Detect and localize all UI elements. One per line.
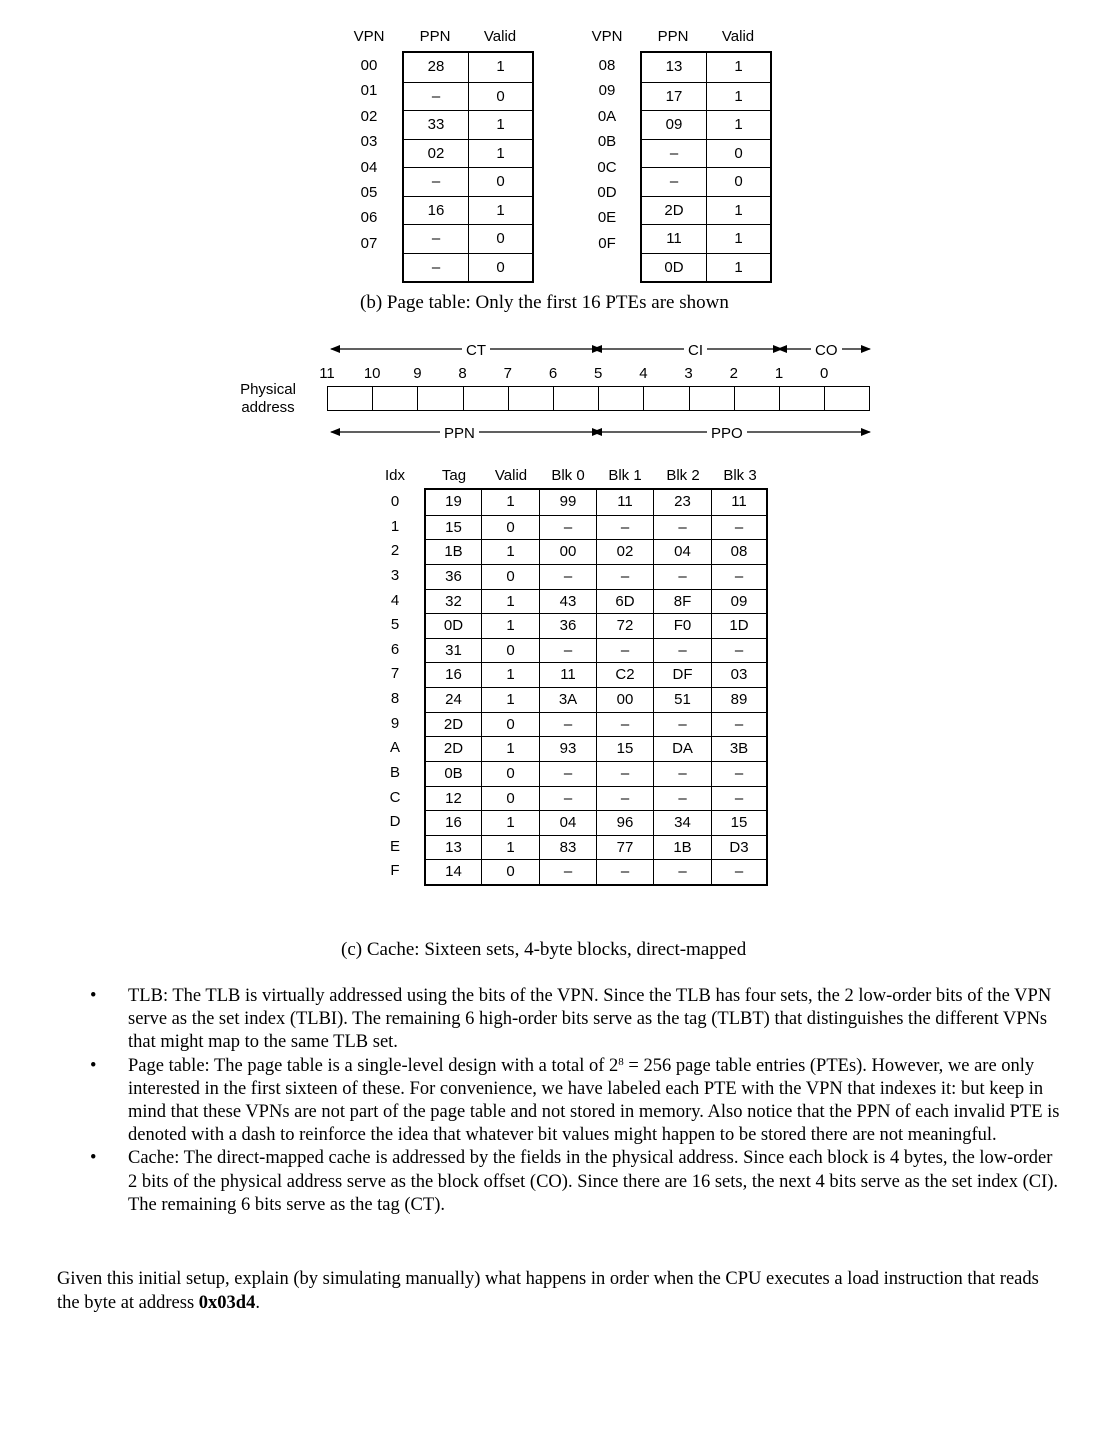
pte-ppn: – xyxy=(642,168,707,197)
bullet-marker: • xyxy=(90,1148,97,1169)
ct-label: CT xyxy=(462,342,490,359)
pte-vpn: 06 xyxy=(360,209,378,227)
cache-cell: 1 xyxy=(482,811,540,836)
cache-cell: – xyxy=(540,787,597,812)
cache-cell: – xyxy=(734,567,744,585)
pte-ppn: 0D xyxy=(642,254,707,283)
pte-ppn: 09 xyxy=(642,111,707,140)
cache-cell: 3B xyxy=(729,740,749,758)
address-bit-cell xyxy=(824,386,870,411)
cache-index: E xyxy=(389,837,400,855)
tlb-bullet xyxy=(90,985,1065,1055)
pte-valid: 0 xyxy=(496,173,505,190)
pte-vpn: 01 xyxy=(360,82,378,100)
cache-cell: – xyxy=(597,639,654,664)
cache-cell: 13 xyxy=(426,836,482,861)
co-label: CO xyxy=(811,342,842,359)
bit-number: 2 xyxy=(729,365,738,382)
cache-cell: – xyxy=(654,713,712,738)
cache-index: 9 xyxy=(390,714,400,732)
pte-ppn: 33 xyxy=(404,111,469,140)
cache-cell: 0 xyxy=(482,516,540,541)
pte-valid: 1 xyxy=(734,58,743,75)
pte-valid: 1 xyxy=(496,58,505,75)
cache-row xyxy=(426,662,766,688)
page-table-text-pre: Page table: The page table is a single-level design with a total of 2 xyxy=(128,1055,619,1076)
cache-cell: – xyxy=(540,516,597,541)
cache-cell: 23 xyxy=(654,490,712,515)
cache-cell: – xyxy=(540,860,597,885)
cache-cell: 0 xyxy=(482,787,540,812)
cache-cell: 34 xyxy=(654,811,712,836)
cache-index: 8 xyxy=(390,690,400,707)
cache-cell: – xyxy=(597,787,654,812)
ppn-header: PPN xyxy=(419,28,451,45)
cache-cell: 0B xyxy=(426,762,482,787)
address-bit-cell xyxy=(327,386,373,411)
cache-cell: 02 xyxy=(597,540,654,565)
cache-header: Blk 3 xyxy=(723,467,757,484)
cache-cell: 11 xyxy=(597,490,654,515)
cache-cell: 15 xyxy=(426,516,482,541)
pte-vpn: 03 xyxy=(360,133,378,151)
cache-cell: D3 xyxy=(729,838,749,856)
cache-text: Cache: The direct-mapped cache is addressed by the fields in the physical address. Since each block is 4 bytes, the low-order 2 bits of the physical address serve as the block offset (CO). Since there are 16 sets, the next 4 bits serve as the set index (CI). The remaining 6 bits serve as the tag (CT). xyxy=(128,1148,1059,1215)
cache-index: C xyxy=(389,788,401,806)
cache-cell: 2D xyxy=(426,713,482,738)
pte-valid: 1 xyxy=(496,144,505,162)
cache-index: 6 xyxy=(390,640,400,658)
cache-cell: 1 xyxy=(482,590,540,615)
valid-header: Valid xyxy=(483,28,517,45)
pte-vpn: 07 xyxy=(360,234,378,252)
cache-header: Valid xyxy=(494,467,528,484)
explanation-list xyxy=(90,985,1065,1217)
cache-cell: 1D xyxy=(729,617,749,635)
cache-row xyxy=(426,638,766,664)
bit-number: 7 xyxy=(503,365,512,382)
ppn-header: PPN xyxy=(657,28,689,45)
pte-ppn: – xyxy=(404,83,469,112)
cache-cell: – xyxy=(734,715,744,733)
cache-row xyxy=(426,761,766,787)
pte-valid: 1 xyxy=(734,230,743,247)
bullet-marker: • xyxy=(90,986,97,1006)
cache-cell: – xyxy=(654,639,712,664)
pte-valid: 1 xyxy=(734,258,743,276)
pte-valid: 0 xyxy=(496,230,505,247)
cache-cell: 1 xyxy=(482,540,540,565)
address-bit-cell xyxy=(463,386,509,411)
question-address: 0x03d4 xyxy=(198,1292,256,1313)
cache-row xyxy=(426,589,766,615)
pte-ppn: 16 xyxy=(404,197,469,226)
cache-cell: – xyxy=(540,565,597,590)
address-bit-cell xyxy=(598,386,644,411)
address-bit-cell xyxy=(734,386,780,411)
cache-header: Blk 2 xyxy=(666,467,700,484)
cache-cell: 1 xyxy=(482,737,540,762)
pte-vpn: 02 xyxy=(360,107,378,125)
physical-address-label: Physical address xyxy=(240,381,296,416)
cache-cell: – xyxy=(734,641,744,659)
cache-cell: – xyxy=(734,789,744,807)
pte-vpn: 0D xyxy=(597,184,617,201)
pte-ppn: 11 xyxy=(642,225,707,254)
bit-number: 5 xyxy=(594,365,603,382)
cache-index: 1 xyxy=(390,517,400,535)
cache-cell: – xyxy=(654,762,712,787)
pte-vpn: 08 xyxy=(598,57,616,74)
cache-cell: 83 xyxy=(540,836,597,861)
pte-ppn: 2D xyxy=(642,197,707,226)
valid-header: Valid xyxy=(721,28,755,45)
cache-cell: 12 xyxy=(426,787,482,812)
pte-valid: 0 xyxy=(496,258,505,276)
cache-cell: 08 xyxy=(730,543,748,561)
page-table-caption: (b) Page table: Only the first 16 PTEs are shown xyxy=(360,292,729,313)
cache-cell: 36 xyxy=(426,565,482,590)
cache-cell: – xyxy=(734,863,744,881)
ppn-label: PPN xyxy=(440,425,479,442)
cache-cell: 0 xyxy=(482,565,540,590)
pte-ppn: – xyxy=(404,254,469,283)
cache-cell: 1B xyxy=(426,540,482,565)
pte-vpn: 0A xyxy=(597,107,617,125)
cache-cell: – xyxy=(654,787,712,812)
cache-cell: 0 xyxy=(482,639,540,664)
cache-row xyxy=(426,490,766,515)
cache-cell: 14 xyxy=(426,860,482,885)
cache-row xyxy=(426,613,766,639)
cache-cell: 2D xyxy=(426,737,482,762)
cache-grid xyxy=(424,488,768,886)
cache-cell: 99 xyxy=(540,490,597,515)
cache-row xyxy=(426,539,766,565)
bullet-marker: • xyxy=(90,1055,97,1076)
cache-cell: 1B xyxy=(654,836,712,861)
cache-cell: 0 xyxy=(482,713,540,738)
cache-row xyxy=(426,564,766,590)
bit-number: 9 xyxy=(413,365,422,382)
question-end: . xyxy=(255,1292,260,1313)
cache-cell: – xyxy=(540,762,597,787)
cache-cell: – xyxy=(654,860,712,885)
cache-index: A xyxy=(389,739,400,757)
cache-cell: 15 xyxy=(730,814,748,832)
cache-header: Blk 1 xyxy=(608,467,642,484)
bit-number: 8 xyxy=(458,365,467,382)
cache-cell: 1 xyxy=(482,614,540,639)
cache-cell: – xyxy=(734,518,744,536)
cache-cell: – xyxy=(597,762,654,787)
cache-cell: F0 xyxy=(654,614,712,639)
address-bit-cell xyxy=(689,386,735,411)
cache-cell: 32 xyxy=(426,590,482,615)
pte-vpn: 0B xyxy=(597,133,617,151)
cache-cell: 15 xyxy=(597,737,654,762)
cache-cell: 1 xyxy=(482,663,540,688)
question-text: Given this initial setup, explain (by simulating manually) what happens in order when the CPU executes a load instruction that reads the byte at address xyxy=(57,1269,1039,1313)
cache-cell: 0 xyxy=(482,860,540,885)
pte-vpn: 05 xyxy=(360,184,378,201)
cache-cell: 77 xyxy=(597,836,654,861)
question-paragraph xyxy=(57,1268,1057,1315)
pte-valid: 0 xyxy=(734,173,743,190)
ppo-label: PPO xyxy=(707,425,747,442)
cache-cell: 96 xyxy=(597,811,654,836)
address-bit-cell xyxy=(508,386,554,411)
pte-vpn: 0C xyxy=(597,158,617,176)
pte-valid: 1 xyxy=(496,201,505,219)
cache-index: 3 xyxy=(390,566,400,584)
cache-cell: 8F xyxy=(654,590,712,615)
address-bit-cell xyxy=(372,386,418,411)
bit-number: 6 xyxy=(548,365,558,382)
ci-label: CI xyxy=(684,342,707,359)
cache-cell: – xyxy=(654,516,712,541)
pte-ppn: 13 xyxy=(642,53,707,82)
pte-valid: 0 xyxy=(734,144,743,162)
cache-cell: 51 xyxy=(654,688,712,713)
cache-cell: 43 xyxy=(540,590,597,615)
cache-cell: 03 xyxy=(730,666,748,684)
vpn-header: VPN xyxy=(353,28,385,45)
cache-cell: – xyxy=(540,713,597,738)
pte-vpn: 04 xyxy=(360,158,378,176)
cache-cell: 16 xyxy=(426,663,482,688)
cache-row xyxy=(426,736,766,762)
cache-cell: – xyxy=(540,639,597,664)
cache-cell: – xyxy=(597,516,654,541)
cache-index: D xyxy=(389,813,401,831)
cache-index: F xyxy=(390,862,400,880)
page-table-exponent: 8 xyxy=(618,1055,624,1068)
pte-vpn: 0F xyxy=(598,234,616,252)
cache-cell: 16 xyxy=(426,811,482,836)
cache-cell: 89 xyxy=(730,691,748,708)
cache-bullet xyxy=(90,1147,1065,1217)
cache-header: Idx xyxy=(384,467,405,484)
cache-cell: 00 xyxy=(597,688,654,713)
cache-header: Tag xyxy=(441,467,467,484)
pte-valid: 1 xyxy=(734,87,743,105)
cache-row xyxy=(426,810,766,836)
pte-vpn: 0E xyxy=(597,209,617,227)
pte-ppn: 28 xyxy=(404,53,469,82)
cache-index: 5 xyxy=(390,616,400,634)
cache-index: B xyxy=(389,763,400,781)
cache-cell: C2 xyxy=(597,663,654,688)
cache-cell: 93 xyxy=(540,737,597,762)
cache-cell: DA xyxy=(654,737,712,762)
cache-cell: – xyxy=(734,764,744,782)
bit-number: 3 xyxy=(684,365,693,382)
bit-number: 1 xyxy=(774,365,784,382)
cache-cell: 19 xyxy=(426,490,482,515)
cache-cell: DF xyxy=(654,663,712,688)
cache-cell: 11 xyxy=(731,493,747,510)
cache-cell: – xyxy=(597,713,654,738)
cache-header: Blk 0 xyxy=(551,467,585,484)
pte-ppn: 02 xyxy=(404,140,469,169)
cache-row xyxy=(426,859,766,885)
cache-row xyxy=(426,515,766,541)
cache-cell: 09 xyxy=(730,592,748,610)
pte-valid: 1 xyxy=(496,116,505,133)
bit-number: 0 xyxy=(820,365,829,382)
pte-ppn: – xyxy=(404,225,469,254)
pte-vpn: 09 xyxy=(598,82,616,100)
cache-index: 2 xyxy=(390,542,400,560)
page-table-text-post: = 256 page table entries (PTEs). However, we are only interested in the first sixteen of these. For convenience, we have labeled each PTE with the VPN that indexes it: but keep in mind that these VPNs are not part of the page table and not stored in memory. Also notice that the PPN of each invalid PTE is denoted with a dash to reinforce the idea that whatever bit values might happen to be stored there are not meaningful. xyxy=(128,1055,1060,1146)
vpn-header: VPN xyxy=(591,28,623,45)
bit-number: 4 xyxy=(639,365,648,382)
cache-cell: 6D xyxy=(597,590,654,615)
address-bit-cell xyxy=(643,386,689,411)
page-table-bullet xyxy=(90,1055,1065,1148)
cache-cell: 24 xyxy=(426,688,482,713)
pte-ppn: 17 xyxy=(642,83,707,112)
cache-cell: 31 xyxy=(426,639,482,664)
address-bit-cell xyxy=(553,386,599,411)
cache-cell: – xyxy=(597,860,654,885)
cache-cell: – xyxy=(597,565,654,590)
cache-row xyxy=(426,687,766,713)
cache-cell: 1 xyxy=(482,836,540,861)
cache-cell: – xyxy=(654,565,712,590)
pte-vpn: 00 xyxy=(360,57,378,74)
cache-cell: 04 xyxy=(540,811,597,836)
cache-cell: 04 xyxy=(654,540,712,565)
pte-valid: 1 xyxy=(734,201,743,219)
pte-valid: 0 xyxy=(496,87,505,105)
pte-ppn: – xyxy=(642,140,707,169)
cache-caption: (c) Cache: Sixteen sets, 4-byte blocks, direct-mapped xyxy=(341,939,747,960)
cache-row xyxy=(426,835,766,861)
cache-cell: 0 xyxy=(482,762,540,787)
cache-cell: 1 xyxy=(482,688,540,713)
address-field-arrows xyxy=(0,0,1112,450)
cache-row xyxy=(426,786,766,812)
cache-cell: 00 xyxy=(540,540,597,565)
address-bit-cell xyxy=(417,386,463,411)
bit-number: 10 xyxy=(363,365,381,382)
cache-index: 4 xyxy=(390,591,400,609)
bit-number: 11 xyxy=(319,365,335,382)
pte-ppn: – xyxy=(404,168,469,197)
pte-valid: 1 xyxy=(734,116,743,133)
tlb-text: TLB: The TLB is virtually addressed using the bits of the VPN. Since the TLB has four sets, the 2 low-order bits of the VPN serve as the set index (TLBI). The remaining 6 high-order bits serve as the tag (TLBT) that distinguishes the different VPNs that might map to the same TLB set. xyxy=(128,986,1052,1053)
address-bit-cell xyxy=(779,386,825,411)
cache-cell: 11 xyxy=(540,663,597,688)
cache-row xyxy=(426,712,766,738)
cache-cell: 72 xyxy=(597,614,654,639)
cache-cell: 0D xyxy=(426,614,482,639)
cache-cell: 1 xyxy=(482,490,540,515)
cache-index: 7 xyxy=(390,665,400,683)
cache-cell: 3A xyxy=(540,688,597,713)
cache-cell: 36 xyxy=(540,614,597,639)
cache-index: 0 xyxy=(390,493,400,510)
